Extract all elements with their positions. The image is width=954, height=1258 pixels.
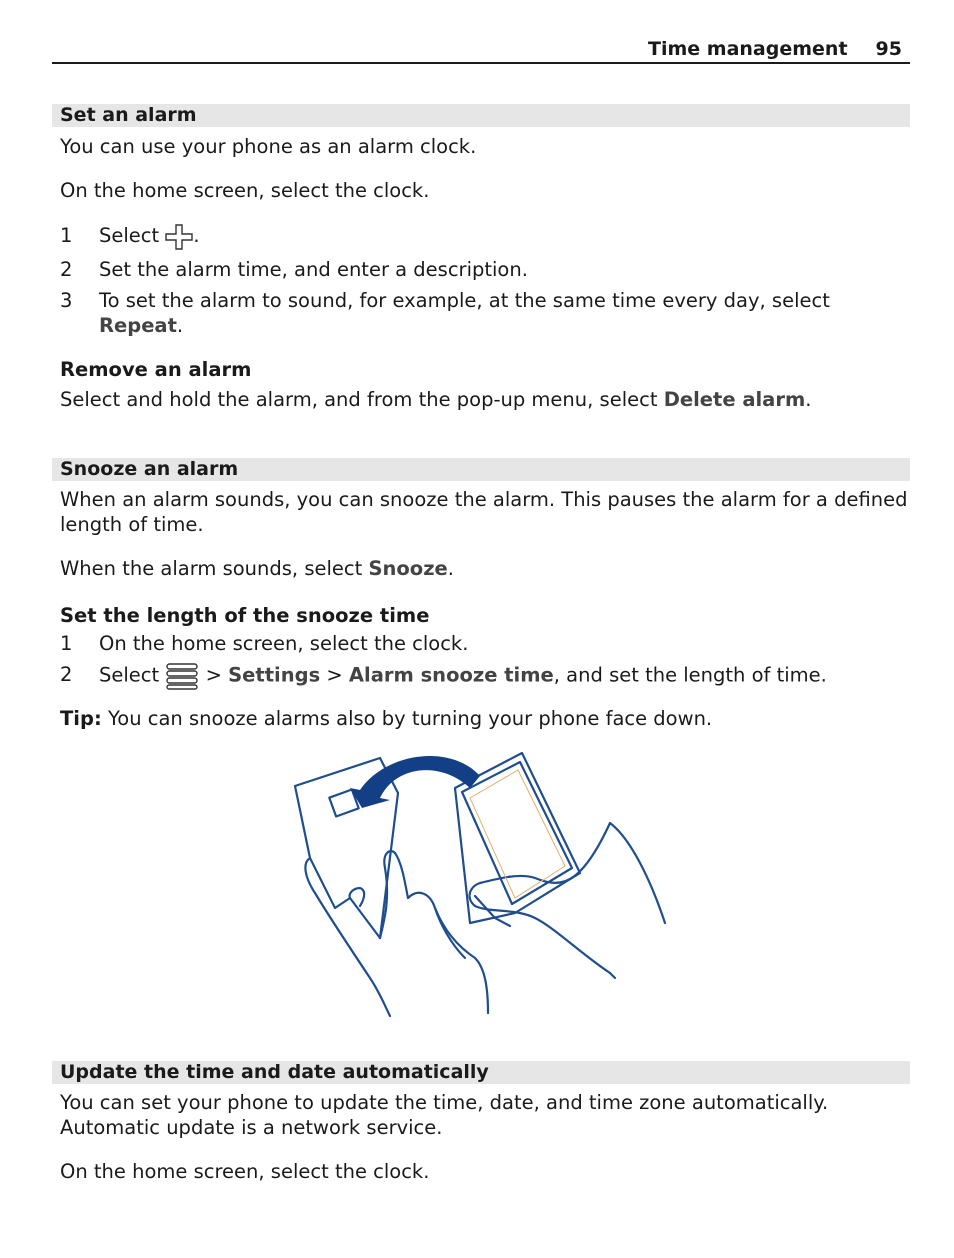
ui-term-repeat: Repeat: [99, 314, 177, 337]
paragraph-end: .: [805, 388, 812, 411]
tip-text: You can snooze alarms also by turning your phone face down.: [107, 707, 713, 730]
ui-term-delete-alarm: Delete alarm: [663, 388, 806, 411]
step-text-end: , and set the length of time.: [553, 663, 827, 687]
step-text: To set the alarm to sound, for example, at the same time every day, select: [99, 289, 830, 312]
list-item: [99, 223, 200, 250]
list-item: Set the alarm time, and enter a description.: [99, 258, 528, 281]
step-number: 1: [60, 632, 73, 655]
list-item: On the home screen, select the clock.: [99, 632, 469, 655]
ui-term-settings: Settings: [228, 663, 321, 687]
step-number: 2: [60, 663, 73, 686]
right-hand: [480, 823, 665, 923]
step-text-end: .: [193, 224, 200, 247]
list-item: [99, 288, 889, 338]
tip: [60, 706, 712, 731]
add-icon: [165, 224, 193, 250]
step-number: 2: [60, 258, 73, 281]
section-snooze-alarm: [52, 458, 910, 481]
step-text: Select: [99, 224, 160, 247]
paragraph: On the home screen, select the clock.: [60, 1160, 430, 1183]
paragraph: On the home screen, select the clock.: [60, 179, 430, 202]
list-item: [99, 662, 827, 690]
step-text: Select: [99, 663, 160, 687]
ui-term-alarm-snooze-time: Alarm snooze time: [348, 663, 554, 687]
separator: >: [205, 663, 222, 687]
paragraph: When an alarm sounds, you can snooze the alarm. This pauses the alarm for a defined length of time.: [60, 488, 908, 536]
paragraph-text: When the alarm sounds, select: [60, 557, 363, 580]
paragraph-text: Select and hold the alarm, and from the pop-up menu, select: [60, 388, 658, 411]
page-header: [52, 36, 910, 64]
paragraph: You can use your phone as an alarm clock.: [60, 135, 477, 158]
paragraph-end: .: [447, 557, 454, 580]
section-update-time: [52, 1061, 910, 1084]
section-set-alarm: [52, 104, 910, 127]
page-number: 95: [875, 38, 902, 60]
paragraph: You can set your phone to update the time, date, and time zone automatically. Automatic update is a network service.: [60, 1091, 829, 1139]
step-number: 3: [60, 289, 73, 312]
section-heading: Set an alarm: [60, 104, 197, 126]
rotate-arrow-icon: [350, 756, 480, 808]
section-heading: Snooze an alarm: [60, 458, 239, 480]
subheading: Set the length of the snooze time: [60, 604, 430, 627]
paragraph: [60, 556, 454, 581]
left-hand: [305, 858, 390, 1016]
menu-icon: [165, 662, 199, 690]
turn-phone-face-down-illustration: [290, 748, 680, 1023]
separator: >: [326, 663, 343, 687]
screen-outline: [470, 770, 565, 898]
section-heading: Update the time and date automatically: [60, 1061, 489, 1083]
step-number: 1: [60, 224, 73, 247]
chapter-title: Time management: [648, 38, 848, 60]
tip-label: Tip:: [60, 707, 102, 730]
ui-term-snooze: Snooze: [368, 557, 448, 580]
paragraph: [60, 387, 812, 412]
subheading: Remove an alarm: [60, 358, 252, 381]
step-text-end: .: [176, 314, 184, 337]
